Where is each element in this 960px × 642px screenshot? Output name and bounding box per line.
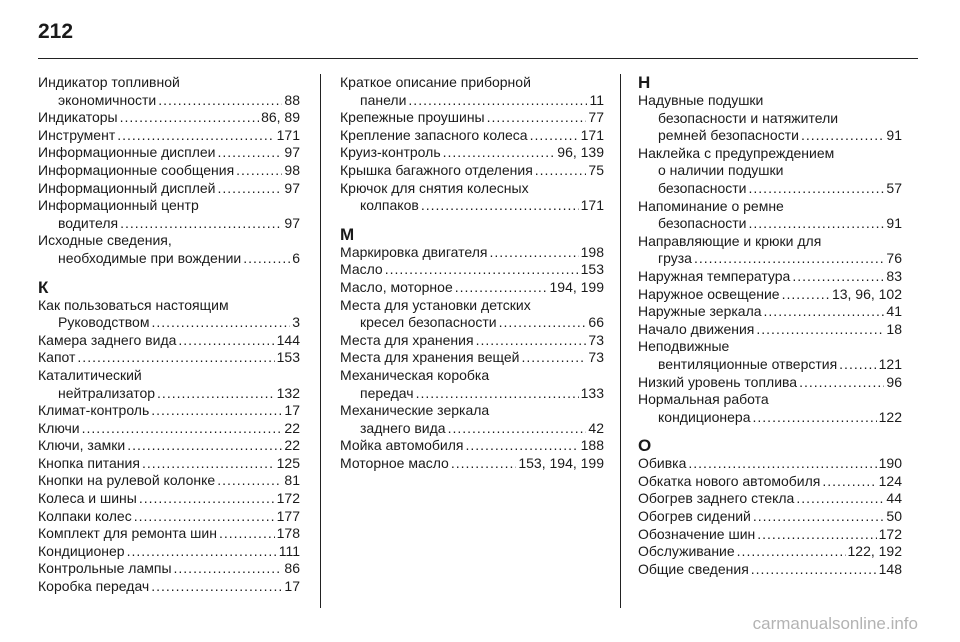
entry-term-continuation: Руководством	[58, 314, 150, 331]
entry-term: Механические зеркала	[340, 402, 490, 419]
index-entry[interactable]	[340, 297, 604, 332]
entry-page-ref[interactable]: 86, 89	[261, 109, 300, 126]
leader-dots	[443, 144, 556, 162]
entry-term: Колпаки колес	[38, 507, 132, 524]
entry-page-ref[interactable]: 13, 96, 102	[831, 285, 902, 302]
index-column-1	[38, 74, 300, 610]
leader-dots	[217, 144, 282, 162]
entry-term: Маркировка двигателя	[340, 243, 488, 260]
entry-term: Инструмент	[38, 126, 116, 143]
entry-page-ref[interactable]: 6	[292, 249, 300, 266]
leader-dots	[385, 261, 579, 279]
leader-dots	[499, 314, 587, 332]
entry-term-continuation: безопасности	[658, 179, 747, 196]
index-entry[interactable]	[38, 472, 300, 490]
index-entry[interactable]	[340, 402, 604, 437]
index-entry[interactable]	[38, 420, 300, 438]
entry-page-ref[interactable]: 178	[276, 525, 300, 542]
entry-page-ref[interactable]: 171	[580, 197, 604, 214]
entry-page-ref[interactable]: 91	[886, 215, 902, 232]
entry-term: Надувные подушки	[638, 92, 764, 108]
index-entry[interactable]	[340, 261, 604, 279]
entry-page-ref[interactable]: 190	[878, 455, 902, 472]
entry-page-ref[interactable]: 77	[588, 109, 604, 126]
leader-dots	[839, 356, 876, 374]
entry-page-ref[interactable]: 11	[589, 91, 604, 108]
leader-dots	[476, 332, 587, 350]
leader-dots	[694, 250, 884, 268]
index-letter-heading: Н	[638, 73, 651, 92]
leader-dots	[799, 374, 884, 392]
entry-page-ref[interactable]: 97	[284, 214, 300, 231]
entry-term: Ключи	[38, 419, 80, 436]
entry-page-ref[interactable]: 18	[886, 320, 902, 337]
entry-term: Обогрев сидений	[638, 508, 751, 525]
entry-term: Моторное масло	[340, 454, 449, 471]
entry-term: Масло, моторное	[340, 278, 453, 295]
leader-dots	[82, 420, 283, 438]
entry-page-ref[interactable]: 153	[580, 261, 604, 278]
entry-term-continuation: о наличии подушки	[658, 162, 784, 179]
index-entry[interactable]	[38, 180, 300, 198]
entry-page-ref[interactable]: 172	[878, 525, 902, 542]
entry-page-ref[interactable]: 75	[588, 161, 604, 178]
entry-page-ref[interactable]: 124	[878, 472, 902, 489]
leader-dots	[796, 490, 884, 508]
index-entry[interactable]	[340, 367, 604, 402]
entry-page-ref[interactable]: 98	[284, 161, 300, 178]
entry-term: Наклейка с предупреждением	[638, 144, 835, 161]
entry-term: Индикатор топливной	[38, 74, 180, 90]
index-entry[interactable]	[38, 525, 300, 543]
entry-term: Обкатка нового автомобиля	[638, 472, 821, 489]
index-entry[interactable]	[638, 543, 902, 561]
entry-term: Комплект для ремонта шин	[38, 525, 217, 542]
entry-page-ref[interactable]: 44	[886, 490, 902, 507]
entry-page-ref[interactable]: 83	[886, 267, 902, 284]
entry-term: Крючок для снятия колесных	[340, 179, 529, 196]
entry-term: Мойка автомобиля	[340, 437, 464, 454]
entry-term-continuation: водителя	[58, 214, 119, 231]
entry-page-ref[interactable]: 171	[580, 126, 604, 143]
leader-dots	[822, 473, 876, 491]
index-entry[interactable]	[638, 198, 902, 233]
leader-dots	[490, 244, 579, 262]
index-entry[interactable]	[340, 332, 604, 350]
leader-dots	[151, 314, 290, 332]
entry-page-ref[interactable]: 194, 199	[549, 278, 604, 295]
entry-page-ref[interactable]: 41	[886, 303, 902, 320]
entry-term-continuation: экономичности	[58, 91, 157, 108]
entry-page-ref[interactable]: 122, 192	[847, 543, 902, 560]
leader-dots	[466, 437, 579, 455]
index-column-3	[638, 74, 902, 610]
entry-term: Крышка багажного отделения	[340, 161, 533, 178]
leader-dots	[117, 127, 274, 145]
index-entry[interactable]	[38, 367, 300, 402]
entry-page-ref[interactable]: 3	[292, 314, 300, 331]
entry-term: Кнопка питания	[38, 454, 140, 471]
entry-term: Нормальная работа	[638, 391, 769, 408]
entry-term-continuation: передач	[360, 384, 414, 401]
leader-dots	[737, 543, 846, 561]
entry-page-ref[interactable]: 125	[276, 454, 300, 471]
entry-page-ref[interactable]: 22	[284, 437, 300, 454]
index-entry[interactable]	[38, 332, 300, 350]
entry-term: Информационные дисплеи	[38, 144, 216, 161]
entry-page-ref[interactable]: 76	[886, 250, 902, 267]
entry-term: Обогрев заднего стекла	[638, 490, 795, 507]
entry-page-ref[interactable]: 73	[588, 331, 604, 348]
index-entry[interactable]	[38, 232, 300, 267]
index-entry[interactable]	[638, 561, 902, 579]
entry-term: Каталитический	[38, 366, 142, 383]
index-entry[interactable]	[638, 321, 902, 339]
index-entry[interactable]	[340, 279, 604, 297]
index-entry[interactable]	[38, 74, 300, 109]
index-entry[interactable]	[38, 127, 300, 145]
entry-term-continuation: вентиляционные отверстия	[658, 355, 838, 372]
leader-dots	[530, 127, 579, 145]
entry-page-ref[interactable]: 66	[588, 314, 604, 331]
index-entry[interactable]	[638, 490, 902, 508]
entry-page-ref[interactable]: 50	[886, 508, 902, 525]
leader-dots	[801, 127, 884, 145]
index-entry[interactable]	[38, 402, 300, 420]
leader-dots	[77, 349, 274, 367]
leader-dots	[749, 180, 885, 198]
index-entry[interactable]	[638, 145, 902, 198]
index-entry[interactable]	[638, 92, 902, 145]
entry-page-ref[interactable]: 96, 139	[557, 144, 604, 161]
entry-term: Камера заднего вида	[38, 331, 177, 348]
index-entry[interactable]	[340, 162, 604, 180]
index-entry[interactable]	[638, 233, 902, 268]
index-column-2	[340, 74, 604, 610]
entry-term: Обслуживание	[638, 543, 735, 560]
entry-term: Низкий уровень топлива	[638, 373, 798, 390]
leader-dots	[178, 332, 274, 350]
leader-dots	[151, 402, 282, 420]
leader-dots	[487, 109, 587, 127]
entry-term: Капот	[38, 349, 76, 366]
leader-dots	[157, 385, 275, 403]
entry-page-ref[interactable]: 17	[284, 402, 300, 419]
leader-dots	[218, 180, 283, 198]
index-entry[interactable]	[638, 455, 902, 473]
leader-dots	[764, 303, 885, 321]
entry-term: Наружное освещение	[638, 285, 780, 302]
leader-dots	[408, 92, 587, 110]
entry-term-continuation: кондиционера	[658, 408, 751, 425]
entry-page-ref[interactable]: 153, 194, 199	[518, 454, 604, 471]
entry-term: Направляющие и крюки для	[638, 232, 822, 249]
leader-dots	[158, 92, 282, 110]
entry-page-ref[interactable]: 144	[276, 331, 300, 348]
leader-dots	[757, 526, 876, 544]
index-entry[interactable]	[340, 127, 604, 145]
index-entry[interactable]	[638, 391, 902, 426]
index-entry[interactable]	[38, 543, 300, 561]
entry-term-continuation: панели	[360, 91, 407, 108]
entry-page-ref[interactable]: 148	[878, 560, 902, 577]
column-divider	[320, 74, 321, 608]
entry-page-ref[interactable]: 81	[284, 472, 300, 489]
index-entry[interactable]	[38, 437, 300, 455]
index-entry[interactable]	[38, 144, 300, 162]
entry-page-ref[interactable]: 22	[284, 419, 300, 436]
entry-page-ref[interactable]: 132	[276, 384, 300, 401]
entry-page-ref[interactable]: 88	[284, 91, 300, 108]
entry-page-ref[interactable]: 172	[276, 490, 300, 507]
entry-page-ref[interactable]: 91	[886, 127, 902, 144]
entry-term: Наружные зеркала	[638, 303, 762, 320]
entry-page-ref[interactable]: 97	[284, 179, 300, 196]
leader-dots	[243, 250, 290, 268]
leader-dots	[535, 162, 587, 180]
index-letter-heading: М	[340, 224, 355, 244]
entry-term: Исходные сведения,	[38, 232, 172, 249]
leader-dots	[751, 561, 877, 579]
leader-dots	[792, 268, 884, 286]
entry-term: Колеса и шины	[38, 490, 137, 507]
leader-dots	[782, 286, 830, 304]
entry-term-continuation: необходимые при вождении	[58, 249, 242, 266]
entry-term: Места для хранения	[340, 331, 474, 348]
entry-term: Неподвижные	[638, 338, 730, 355]
index-entry[interactable]	[340, 74, 604, 109]
entry-term: Ключи, замки	[38, 437, 126, 454]
column-divider	[620, 74, 621, 608]
entry-page-ref[interactable]: 171	[276, 126, 300, 143]
entry-term: Кондиционер	[38, 542, 125, 559]
leader-dots	[217, 472, 282, 490]
index-entry[interactable]	[38, 560, 300, 578]
entry-term: Места для установки детских	[340, 296, 531, 313]
entry-term: Общие сведения	[638, 560, 749, 577]
index-entry[interactable]	[38, 109, 300, 127]
index-entry[interactable]	[340, 437, 604, 455]
index-entry[interactable]	[638, 286, 902, 304]
entry-term: Информационный дисплей	[38, 179, 216, 196]
index-entry[interactable]	[340, 349, 604, 367]
entry-term: Информационный центр	[38, 197, 199, 214]
entry-term-continuation: груза	[658, 250, 692, 267]
entry-term: Крепление запасного колеса	[340, 126, 528, 143]
leader-dots	[753, 508, 885, 526]
entry-page-ref[interactable]: 121	[878, 355, 902, 372]
entry-term: Краткое описание приборной	[340, 74, 531, 90]
entry-term: Индикаторы	[38, 109, 118, 126]
entry-term: Обивка	[638, 455, 687, 472]
index-entry[interactable]	[340, 180, 604, 215]
index-entry[interactable]	[340, 244, 604, 262]
leader-dots	[120, 109, 259, 127]
entry-term: Наружная температура	[638, 267, 791, 284]
index-entry[interactable]	[340, 455, 604, 473]
leader-dots	[120, 215, 282, 233]
entry-term: Кнопки на рулевой колонке	[38, 472, 216, 489]
page-number: 212	[38, 20, 74, 43]
leader-dots	[455, 279, 548, 297]
leader-dots	[134, 508, 275, 526]
watermark: carmanualsonline.info	[752, 614, 918, 633]
entry-term: Как пользоваться настоящим	[38, 296, 229, 313]
entry-term: Напоминание о ремне	[638, 197, 784, 214]
leader-dots	[421, 197, 579, 215]
index-entry[interactable]	[340, 109, 604, 127]
entry-term: Информационные сообщения	[38, 161, 235, 178]
index-entry[interactable]	[38, 297, 300, 332]
index-letter-heading: О	[638, 436, 652, 456]
index-entry[interactable]	[38, 508, 300, 526]
index-letter-heading: К	[38, 277, 49, 297]
index-entry[interactable]	[638, 303, 902, 321]
entry-term: Механическая коробка	[340, 366, 490, 383]
leader-dots	[142, 455, 275, 473]
leader-dots	[448, 420, 587, 438]
entry-term-continuation: колпаков	[360, 197, 419, 214]
index-entry[interactable]	[340, 144, 604, 162]
entry-page-ref[interactable]: 188	[580, 437, 604, 454]
index-entry[interactable]	[38, 578, 300, 596]
entry-term-continuation: безопасности и натяжители	[658, 109, 839, 126]
index-entry[interactable]	[38, 490, 300, 508]
entry-term-continuation: кресел безопасности	[360, 314, 497, 331]
entry-term-continuation: нейтрализатор	[58, 384, 156, 401]
entry-term: Обозначение шин	[638, 525, 756, 542]
leader-dots	[127, 543, 277, 561]
entry-term: Крепежные проушины	[340, 109, 485, 126]
index-entry[interactable]	[638, 268, 902, 286]
entry-term: Места для хранения вещей	[340, 349, 520, 366]
index-entry[interactable]	[38, 162, 300, 180]
leader-dots	[749, 215, 885, 233]
index-entry[interactable]	[638, 473, 902, 491]
leader-dots	[219, 525, 275, 543]
entry-term: Масло	[340, 261, 383, 278]
entry-term: Климат-контроль	[38, 402, 150, 419]
leader-dots	[688, 455, 876, 473]
entry-term: Начало движения	[638, 320, 755, 337]
index-entry[interactable]	[38, 197, 300, 232]
entry-term: Круиз-контроль	[340, 144, 441, 161]
entry-page-ref[interactable]: 177	[276, 507, 300, 524]
entry-page-ref[interactable]: 96	[886, 373, 902, 390]
index-entry[interactable]	[638, 374, 902, 392]
entry-term-continuation: ремней безопасности	[658, 127, 799, 144]
leader-dots	[416, 385, 579, 403]
entry-page-ref[interactable]: 42	[588, 419, 604, 436]
entry-page-ref[interactable]: 122	[878, 408, 902, 425]
entry-term: Контрольные лампы	[38, 560, 172, 577]
header-rule	[38, 58, 918, 59]
leader-dots	[522, 349, 587, 367]
index-entry[interactable]	[638, 526, 902, 544]
entry-page-ref[interactable]: 111	[278, 542, 300, 559]
leader-dots	[451, 455, 517, 473]
entry-term-continuation: заднего вида	[360, 419, 446, 436]
leader-dots	[127, 437, 282, 455]
entry-term-continuation: безопасности	[658, 215, 747, 232]
index-entry[interactable]	[38, 455, 300, 473]
entry-page-ref[interactable]: 17	[284, 578, 300, 595]
index-entry[interactable]	[38, 349, 300, 367]
leader-dots	[236, 162, 282, 180]
entry-page-ref[interactable]: 86	[284, 560, 300, 577]
entry-page-ref[interactable]: 97	[284, 144, 300, 161]
entry-page-ref[interactable]: 198	[580, 243, 604, 260]
index-entry[interactable]	[638, 338, 902, 373]
leader-dots	[756, 321, 884, 339]
entry-page-ref[interactable]: 73	[588, 349, 604, 366]
leader-dots	[753, 409, 877, 427]
entry-page-ref[interactable]: 133	[580, 384, 604, 401]
entry-page-ref[interactable]: 153	[276, 349, 300, 366]
leader-dots	[174, 560, 283, 578]
index-entry[interactable]	[638, 508, 902, 526]
entry-term: Коробка передач	[38, 578, 150, 595]
leader-dots	[151, 578, 282, 596]
leader-dots	[139, 490, 275, 508]
entry-page-ref[interactable]: 57	[886, 179, 902, 196]
